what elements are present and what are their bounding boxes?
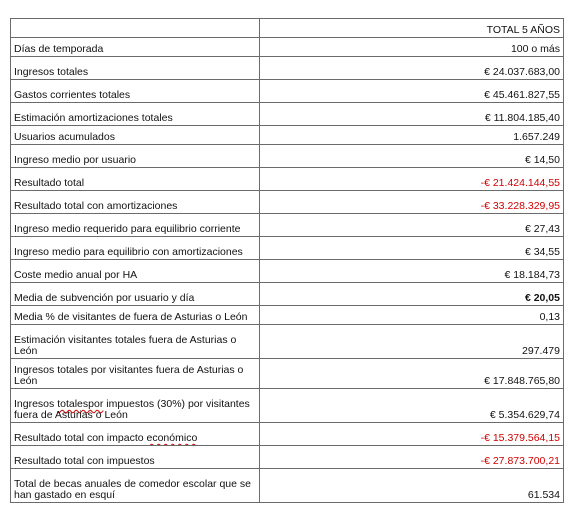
row-value: € 17.848.765,80	[260, 359, 564, 389]
row-value: 297.479	[260, 325, 564, 359]
row-label: Ingreso medio para equilibrio con amortizaciones	[11, 237, 260, 260]
table-row	[11, 237, 564, 260]
table-row	[11, 359, 564, 389]
row-label: Resultado total con amortizaciones	[11, 191, 260, 214]
row-label: Estimación amortizaciones totales	[11, 103, 260, 126]
row-label: Ingreso medio requerido para equilibrio corriente	[11, 214, 260, 237]
table-row	[11, 145, 564, 168]
row-label: Total de becas anuales de comedor escolar que se han gastado en esquí	[11, 469, 260, 503]
header-value-cell: TOTAL 5 AÑOS	[260, 19, 564, 38]
table-row	[11, 469, 564, 503]
row-value-negative: -€ 33.228.329,95	[260, 191, 564, 214]
spellcheck-underlined-word: totalespor	[57, 398, 104, 410]
table-row	[11, 214, 564, 237]
row-label: Resultado total con impuestos	[11, 446, 260, 469]
data-table	[10, 18, 564, 503]
row-value-bold: € 20,05	[260, 283, 564, 306]
row-value: € 11.804.185,40	[260, 103, 564, 126]
row-value: 61.534	[260, 469, 564, 503]
row-value: 100 o más	[260, 38, 564, 57]
row-value: 0,13	[260, 306, 564, 325]
table-row	[11, 38, 564, 57]
row-value-negative: -€ 27.873.700,21	[260, 446, 564, 469]
row-label	[11, 389, 260, 423]
row-value: € 34,55	[260, 237, 564, 260]
row-value-negative: -€ 21.424.144,55	[260, 168, 564, 191]
row-label: Ingresos totales por visitantes fuera de Asturias o León	[11, 359, 260, 389]
row-label-part: Ingresos	[14, 398, 58, 410]
header-label-cell	[11, 19, 260, 38]
row-label: Coste medio anual por HA	[11, 260, 260, 283]
row-label: Ingresos totales	[11, 57, 260, 80]
row-label	[11, 423, 260, 446]
row-label: Ingreso medio por usuario	[11, 145, 260, 168]
row-label: Días de temporada	[11, 38, 260, 57]
table-row	[11, 126, 564, 145]
row-value: € 14,50	[260, 145, 564, 168]
row-label: Gastos corrientes totales	[11, 80, 260, 103]
table-row	[11, 80, 564, 103]
row-label: Resultado total	[11, 168, 260, 191]
table-row	[11, 57, 564, 80]
row-label-part: impuestos (30%) por visitantes fuera de Asturias o León	[14, 398, 250, 421]
row-label: Estimación visitantes totales fuera de Asturias o León	[11, 325, 260, 359]
spellcheck-underlined-word: económico	[146, 432, 198, 444]
table-row	[11, 389, 564, 423]
row-value: € 45.461.827,55	[260, 80, 564, 103]
row-label: Usuarios acumulados	[11, 126, 260, 145]
row-value: 1.657.249	[260, 126, 564, 145]
table-row	[11, 325, 564, 359]
table-row	[11, 423, 564, 446]
table-row	[11, 191, 564, 214]
table-row	[11, 446, 564, 469]
row-label-part: Resultado total con impacto	[14, 432, 147, 444]
row-label: Media % de visitantes de fuera de Asturias o León	[11, 306, 260, 325]
row-value: € 27,43	[260, 214, 564, 237]
table-row	[11, 306, 564, 325]
header-row	[11, 19, 564, 38]
table-row	[11, 168, 564, 191]
row-value: € 18.184,73	[260, 260, 564, 283]
table-row	[11, 260, 564, 283]
row-value-negative: -€ 15.379.564,15	[260, 423, 564, 446]
row-label: Media de subvención por usuario y día	[11, 283, 260, 306]
table-row	[11, 103, 564, 126]
row-value: € 5.354.629,74	[260, 389, 564, 423]
row-value: € 24.037.683,00	[260, 57, 564, 80]
table-row	[11, 283, 564, 306]
